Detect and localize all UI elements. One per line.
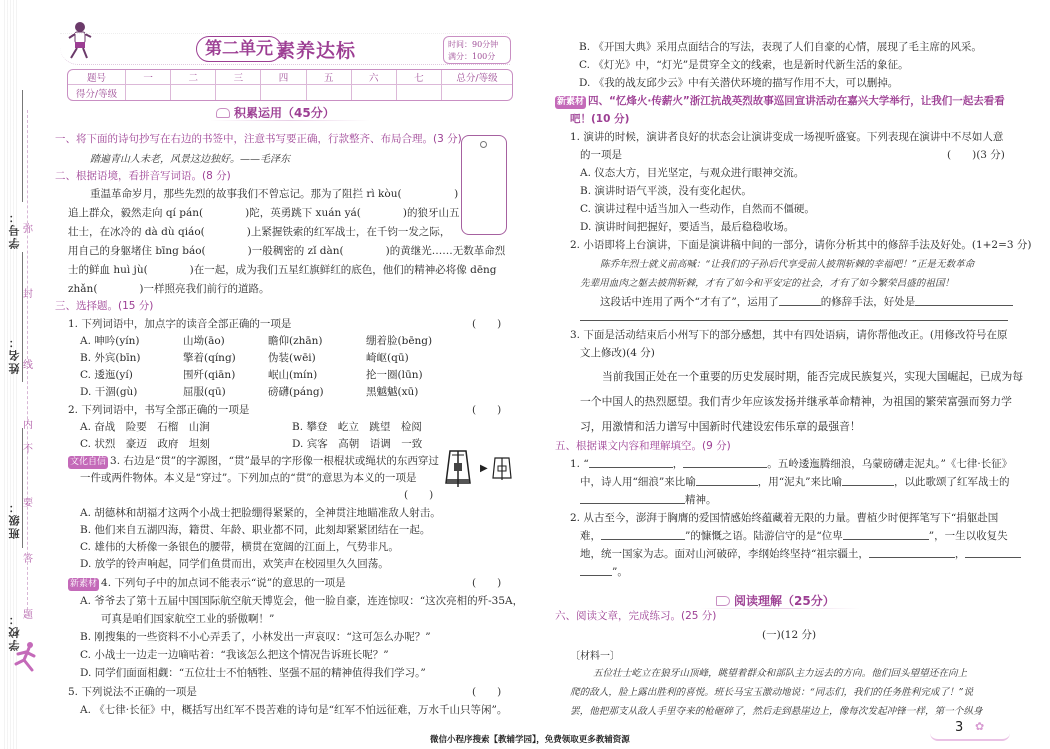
q3-3-stem-cont: 一件或两件物体。本义是“穿过”。下列加点的“贯”的意思为本义的一项是 (80, 472, 417, 484)
q4-2-prompt (600, 294, 1013, 309)
seal-char: 答 (23, 554, 33, 565)
answer-blank[interactable] (580, 503, 685, 504)
new-material-tag: 新素材 (70, 579, 98, 589)
q4-title-cont: 吧！(10 分) (570, 113, 630, 125)
page-title: 素养达标 (276, 40, 357, 62)
material-label: 〔材料一〕 (570, 651, 620, 662)
answer-blank[interactable] (965, 557, 1021, 558)
score-cell: 一 (126, 70, 171, 85)
option: 山坳(āo) (183, 335, 225, 347)
field-underline (22, 90, 23, 202)
text: 精神。 (685, 494, 717, 506)
option: 黑魆魆(xū) (366, 386, 419, 398)
bookmark-hole-icon (480, 141, 487, 148)
q6-title: 六、阅读文章，完成练习。(25 分) (555, 610, 717, 622)
option: 瞻仰(zhān) (268, 335, 323, 347)
option: 伪装(wēi) (268, 352, 316, 364)
answer-paren[interactable]: ( ) (472, 404, 502, 416)
q2-line: 重温革命岁月，那些先烈的故事我们不曾忘记。那为了阻拦 rì kòu( ) (90, 188, 459, 200)
option: C. 逶迤(yí) (80, 369, 133, 381)
section-banner-reading (716, 592, 835, 609)
score-input-cell[interactable] (397, 85, 442, 100)
option: B. 他们来自五湖四海，籍贯、年龄、职业都不同，此刻却紧紧团结在一起。 (80, 524, 431, 536)
speech-passage: 陈乔年烈士就义前高喊：“让我们的子孙后代享受前人披荆斩棘的幸福吧！”正是无数革命 (600, 259, 975, 270)
q4-3-stem-cont: 文上修改)(4 分) (580, 347, 655, 359)
option: A. 呻吟(yín) (80, 335, 140, 347)
score-input-cell[interactable] (216, 85, 261, 100)
q2-line: 用自己的身躯堵住 bīng báo( )一般稠密的 zǐ dàn( )的黄继光……无数革命烈 (68, 245, 506, 257)
answer-blank[interactable] (683, 467, 767, 468)
q4-3-stem: 3. 下面是活动结束后小州写下的部分感想，其中有四处语病，请你帮他改正。(用修改符号在原 (570, 329, 1008, 341)
banner-text: 阅读理解（25分） (734, 594, 835, 608)
reflection-passage: 习，用激情和活力谱写中国新时代建设宏伟乐章的最强音！ (580, 420, 861, 433)
reading-passage: 爬的敌人，脸上露出胜利的喜悦。班长马宝玉激动地说：“同志们，我们的任务胜利完成了！”说 (570, 687, 974, 698)
option: B. 演讲时语气平淡，没有变化起伏。 (580, 185, 752, 197)
score-cell: 二 (171, 70, 216, 85)
q5-2-line (580, 528, 1008, 543)
q4-1-stem: 1. 演讲的时候，演讲者良好的状态会让演讲变成一场视听盛宴。下列表现在演讲中不尽如人意 (570, 131, 1004, 143)
answer-blank[interactable] (601, 539, 685, 540)
text: ”。 (612, 566, 628, 578)
q3-1-stem (68, 316, 291, 331)
option: 擎着(qíng) (183, 352, 236, 364)
character-origin-image-icon (444, 449, 472, 489)
new-material-tag: 新素材 (557, 97, 585, 107)
character-glyph-icon (491, 456, 513, 480)
q5-2-line: 2. 从古至今，澎湃于胸膺的爱国情感始终蕴藏着无限的力量。曹植少时便挥笔写下“捐躯赴国 (570, 512, 999, 524)
score-table-score-row (68, 85, 512, 100)
text: ”的慷慨之语。陆游信守的是“位卑 (685, 530, 843, 542)
option: A. 爷爷去了第十五届中国国际航空航天博览会，他一脸自豪，连连惊叹：“这次亮相的歼-35A， (80, 595, 524, 607)
score-cell: 三 (216, 70, 261, 85)
option: C. 《灯光》中，“灯光”是贯穿全文的线索，也是新时代新生活的象征。 (579, 59, 909, 71)
score-table-header-row (68, 70, 512, 85)
title-text: 四、“忆烽火·传薪火”浙江抗战英烈故事巡回宣讲活动在嘉兴大学举行，让我们一起去看看 (588, 95, 1005, 107)
option: D. 宾客 高朝 语调 一致 (292, 438, 423, 450)
megaphone-icon (716, 596, 730, 606)
runner-icon: ✿ (975, 720, 985, 733)
binding-margin (0, 0, 60, 749)
reflection-passage: 一个中国人的热烈愿望。我们青少年应该发扬并继承革命精神，为祖国的繁荣富强而努力学 (580, 395, 1012, 408)
q5-2-line (580, 564, 628, 579)
text: ， (672, 458, 684, 470)
option: C. 小战士一边走一边嘀咕着：“我该怎么把这个情况告诉班长呢？” (80, 649, 389, 661)
score-cell: 六 (352, 70, 397, 85)
seal-char: 弥 (23, 224, 33, 235)
option: 磅礴(páng) (268, 386, 324, 398)
q5-1-line (580, 492, 717, 507)
reading-passage: 五位壮士屹立在狼牙山顶峰，眺望着群众和部队主力远去的方向。他们回头望望还在向上 (593, 668, 968, 679)
runner-figure-icon (10, 640, 40, 680)
q5-title: 五、根据课文内容和理解填空。(9 分) (555, 440, 731, 452)
option: C. 雄伟的大桥像一条银色的腰带，横贯在宽阔的江面上，气势非凡。 (80, 541, 399, 553)
grad-cap-icon (216, 108, 230, 118)
q5-1-line (570, 456, 1012, 471)
banner-text: 积累运用（45分） (234, 106, 335, 120)
answer-paren[interactable]: ( ) (404, 489, 434, 501)
answer-blank[interactable] (842, 485, 894, 486)
score-cell: 得分/等级 (68, 85, 126, 100)
speech-passage: 先辈用血肉之躯去披荆斩棘，才有了如今和平安定的社会，才有了如今繁荣昌盛的祖国！ (580, 278, 955, 289)
page-number-swoosh (930, 733, 1010, 741)
section-banner-accumulation (216, 104, 335, 121)
option: A. 《七律·长征》中，概括写出红军不畏苦难的诗句是“红军不怕远征难，万水千山只等闲”。 (80, 704, 508, 716)
q2-title: 二、根据语境，看拼音写词语。(8 分) (55, 170, 231, 182)
answer-blank[interactable] (580, 575, 612, 576)
prompt-text: 这段话中连用了两个“才有了”，运用了 (600, 296, 779, 308)
unit-label: 第二单元 (196, 36, 282, 62)
score-input-cell[interactable] (307, 85, 352, 100)
score-cell: 五 (307, 70, 352, 85)
q1-title: 一、将下面的诗句抄写在右边的书签中，注意书写要正确，行款整齐、布局合理。(3 分) (55, 133, 462, 145)
text: 中，诗人用“细浪”来比喻 (580, 476, 696, 488)
score-input-cell[interactable] (442, 85, 512, 100)
text: ， (954, 548, 966, 560)
q3-5-stem: 5. 下列说法不正确的一项是 (68, 686, 197, 698)
text: ”，一生以收复失 (928, 530, 1008, 542)
name-label: 姓名： (8, 335, 21, 374)
reflection-passage: 当前我国正处在一个重要的历史发展时期，能否完成民族复兴，实现大国崛起，已成为每 (602, 370, 1024, 383)
option: 崎岖(qū) (366, 352, 409, 364)
full-score: 满分：100分 (448, 52, 496, 61)
option: D. 演讲时间把握好，要适当，最后稳稳收场。 (580, 221, 795, 233)
option: 屈服(qū) (183, 386, 226, 398)
seal-char: 题 (23, 610, 33, 621)
option: 绷着脸(bēng) (366, 335, 433, 347)
answer-blank[interactable] (869, 557, 955, 558)
text: ，以此歌颂了红军战士的 (894, 476, 1010, 488)
score-input-cell[interactable] (352, 85, 397, 100)
answer-blank[interactable] (779, 305, 821, 306)
option: D. 放学的铃声响起，同学们鱼贯而出，欢笑声在校园里久久回荡。 (80, 558, 389, 570)
text: 难， (580, 530, 601, 542)
answer-paren[interactable]: ( )(3 分) (947, 149, 1005, 161)
option: B. 外宾(bīn) (80, 352, 141, 364)
q5-2-line (580, 546, 1021, 561)
time-limit: 时间：90分钟 (448, 40, 499, 49)
seal-char: 不 (23, 444, 33, 455)
score-input-cell[interactable] (261, 85, 306, 100)
q5-1-line (580, 474, 1010, 489)
option: D. 干涸(gù) (80, 386, 138, 398)
q3-title: 三、选择题。(15 分) (55, 300, 154, 312)
option: 岷山(mín) (268, 369, 318, 381)
q4-1-stem-cont: 的一项是 (580, 149, 622, 161)
prompt-text: 的修辞手法，好处是 (820, 296, 916, 308)
text: ，用“泥丸”来比喻 (757, 476, 842, 488)
option: 围歼(qiān) (183, 369, 236, 381)
footer-note: 微信小程序搜索【教辅学园】，免费领取更多教辅资源 (430, 735, 630, 745)
text: 1. “ (570, 458, 589, 470)
text: 地，统一国家为志。面对山河破碎，李纲始终坚持“祖宗疆土， (580, 548, 869, 560)
q2-line: zhǎn( )一样照亮我们前行的道路。 (68, 283, 270, 295)
score-table (67, 69, 513, 101)
answer-blank[interactable] (915, 305, 1013, 306)
arrow-right-icon: ▶ (480, 463, 488, 474)
q2-line: 追上群众，毅然走向 qí pán( )陀，英勇跳下 xuán yá( )的狼牙山五 (68, 207, 460, 219)
q4-2-stem: 2. 小语即将上台演讲，下面是演讲稿中间的一部分，请你分析其中的修辞手法及好处。(1+2=3 分) (570, 239, 1032, 251)
culture-tag: 文化自信 (70, 457, 107, 467)
bookmark-writing-box[interactable] (461, 135, 507, 235)
option: C. 演讲过程中适当加入一些动作，自然而不僵硬。 (580, 203, 815, 215)
stem-text: 4. 下列句子中的加点词不能表示“说”的意思的一项是 (101, 577, 346, 589)
option: B. 《开国大典》采用点面结合的写法，表现了人们自豪的心情，展现了毛主席的风采。 (579, 41, 982, 53)
option: 抡一圈(lūn) (366, 369, 423, 381)
answer-blank[interactable] (843, 539, 929, 540)
q6-subtitle: (一)(12 分) (762, 629, 817, 641)
option: 可真是咱们国家航空工业的骄傲啊！” (80, 613, 275, 625)
seal-char: 线 (23, 360, 33, 371)
seal-char: 要 (23, 498, 33, 509)
page-number: 3 (955, 720, 964, 735)
student-number-label: 学号： (8, 210, 21, 249)
text: 。五岭逶迤腾细浪，乌蒙磅礴走泥丸。”《七律·长征》 (767, 458, 1013, 470)
q2-line: 壮士，在冰冷的 dà dù qiáo( )上紧握铁索的红军战士，在千钧一发之际， (68, 226, 451, 238)
q3-2-stem: 2. 下列词语中，书写全部正确的一项是 (68, 404, 250, 416)
reading-passage: 罢，他把那支从敌人手里夺来的枪砸碎了，然后走到悬崖边上，像每次发起冲锋一样，第一个纵身 (570, 706, 983, 717)
q3-3-stem (68, 453, 439, 469)
score-cell: 题号 (68, 70, 126, 85)
exam-meta (443, 36, 511, 64)
stem-text: 3. 右边是“贯”的字源图，“贯”最早的字形像一根棍状或绳状的东西穿过 (110, 455, 439, 467)
option: A. 胡德林和胡福才这两个小战士把脸绷得紧紧的，全神贯注地瞄准敌人射击。 (80, 507, 441, 519)
seal-char: 内 (23, 420, 33, 431)
option: C. 状烈 豪迈 政府 坦刻 (80, 438, 210, 450)
score-input-cell[interactable] (126, 85, 171, 100)
q2-line: 士的鲜血 huì jù( )在一起，成为我们五星红旗鲜红的底色，他们的精神必将像 dēng (68, 264, 497, 276)
score-input-cell[interactable] (171, 85, 216, 100)
option: A. 仪态大方，目光坚定，与观众进行眼神交流。 (580, 167, 805, 179)
seal-char: 封 (23, 289, 33, 300)
option: D. 《我的战友邱少云》中有关潜伏环境的描写作用不大，可以删掉。 (579, 77, 899, 89)
q1-poem: 踏遍青山人未老，风景这边独好。——毛泽东 (90, 154, 290, 165)
answer-paren[interactable]: ( ) (472, 686, 502, 698)
answer-blank[interactable] (589, 467, 673, 468)
q3-4-stem (68, 575, 346, 591)
q4-title (555, 93, 1005, 109)
school-label: 学校： (8, 612, 21, 651)
answer-paren[interactable]: ( ) (472, 577, 502, 589)
option: B. 刚搜集的一些资料不小心弄丢了，小林发出一声哀叹：“这可怎么办呢？” (80, 631, 431, 643)
answer-paren[interactable]: ( ) (472, 318, 502, 330)
score-cell: 七 (397, 70, 442, 85)
stem-text: 1. 下列词语中，加点字的读音全部正确的一项是 (68, 318, 292, 330)
score-cell: 总分/等级 (442, 70, 512, 85)
option: D. 同学们面面相觑：“五位壮士不怕牺牲、坚强不屈的精神值得我们学习。” (80, 667, 426, 679)
answer-blank[interactable] (696, 485, 758, 486)
option: B. 攀登 屹立 跳望 检阅 (292, 421, 422, 433)
option: A. 奋战 险要 石榴 山涧 (80, 421, 210, 433)
score-cell: 四 (261, 70, 306, 85)
answer-line[interactable] (580, 320, 1008, 321)
class-label: 班级： (8, 500, 21, 539)
